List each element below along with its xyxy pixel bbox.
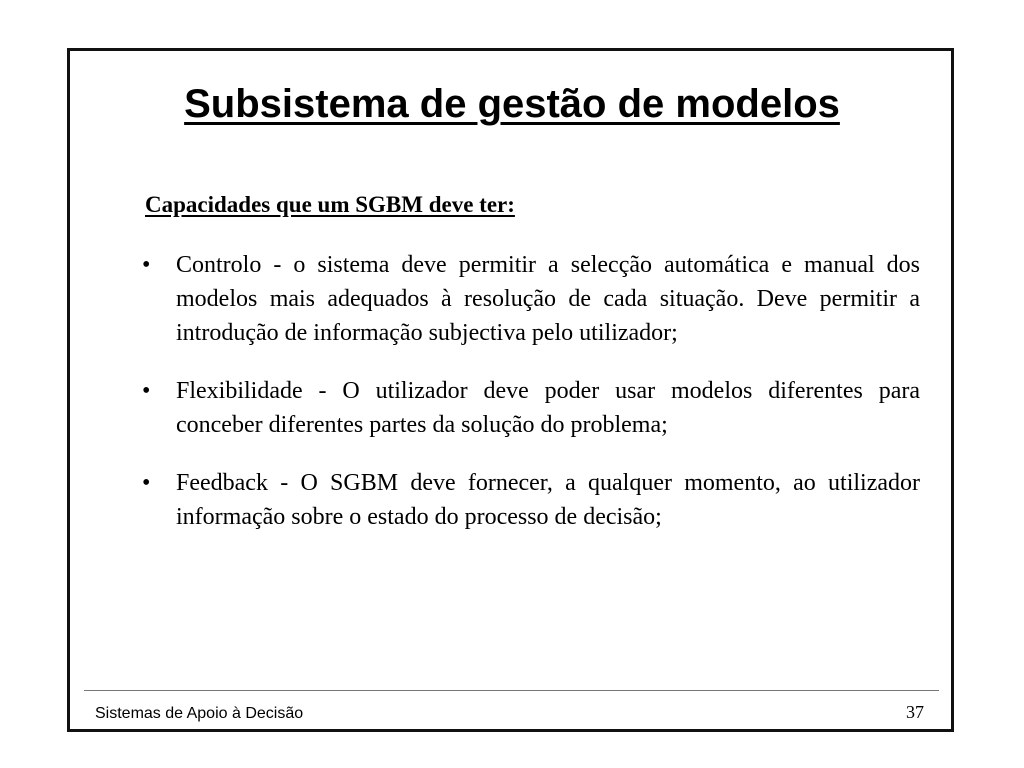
footer-course-title: Sistemas de Apoio à Decisão xyxy=(95,705,304,722)
section-subheading: Capacidades que um SGBM deve ter: xyxy=(145,192,515,217)
bullet-list xyxy=(142,248,920,558)
bullet-text: Controlo - o sistema deve permitir a selecção automática e manual dos modelos mais adequados à resolução de cada situação. Deve permitir a introdução de informação subjectiva pelo utilizador; xyxy=(176,252,920,346)
bullet-marker: • xyxy=(142,252,151,278)
bullet-marker: • xyxy=(142,470,151,496)
bullet-item-flexibilidade xyxy=(142,374,920,442)
slide-title: Subsistema de gestão de modelos xyxy=(184,82,840,126)
bullet-text: Feedback - O SGBM deve fornecer, a qualquer momento, ao utilizador informação sobre o estado do processo de decisão; xyxy=(176,470,920,530)
bullet-item-feedback xyxy=(142,466,920,534)
footer-divider xyxy=(84,690,939,691)
bullet-item-controlo xyxy=(142,248,920,350)
bullet-marker: • xyxy=(142,378,151,404)
bullet-text: Flexibilidade - O utilizador deve poder usar modelos diferentes para conceber diferentes partes da solução do problema; xyxy=(176,378,920,438)
footer-page-number: 37 xyxy=(906,702,924,722)
